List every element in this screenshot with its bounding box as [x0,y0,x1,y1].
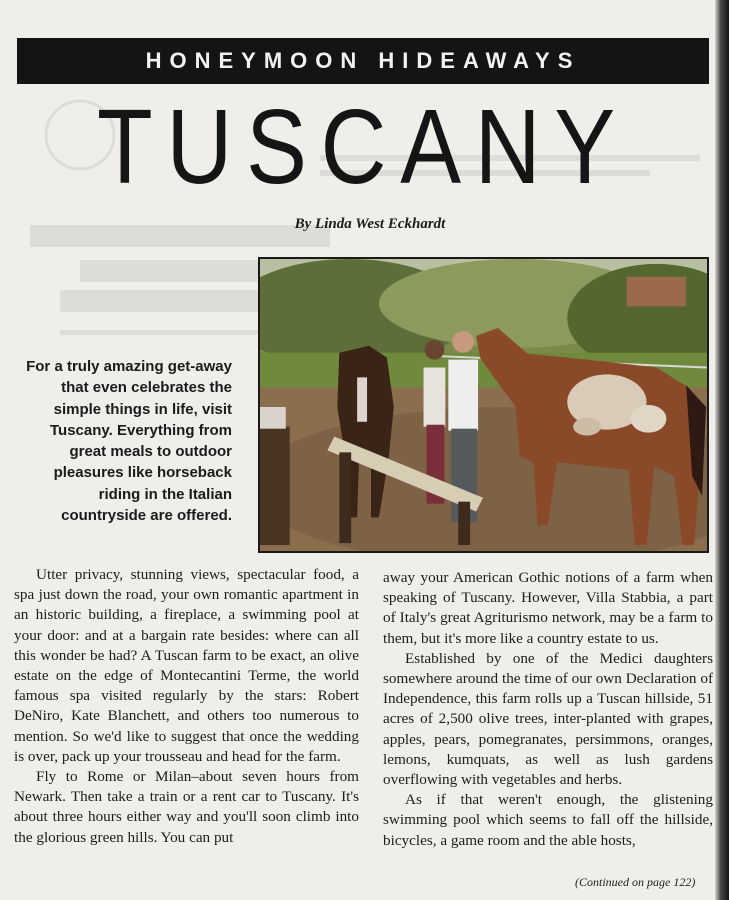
body-column-1 [14,565,359,848]
body-paragraph: Established by one of the Medici daughters somewhere around the time of our own Declaration of Independence, this farm rolls up a Tuscan hillside, 51 acres of 2,500 olive trees, inter-planted with grapes, apples, pears, pomegranates, persimmons, oranges, lemons, kumquats, as well as lush gardens overflowing with vegetables and herbs. [383,649,713,789]
body-paragraph: Fly to Rome or Milan–about seven hours from Newark. Then take a train or a rent car to Tuscany. It's about three hours either way and you'll soon climb into the glorious green hills. You can put [14,768,359,846]
body-paragraph: As if that weren't enough, the glistening swimming pool which seems to fall off the hillside, bicycles, a game room and the able hosts, [383,791,713,849]
article-title: TUSCANY [97,88,629,206]
body-paragraph: away your American Gothic notions of a farm when speaking of Tuscany. However, Villa Stabbia, a part of Italy's great Agriturismo network, may be a farm to them, but it's more like a country estate to us. [383,569,713,647]
byline: By Linda West Eckhardt [294,216,446,232]
intro-pullquote: For a truly amazing get-away that even celebrates the simple things in life, visit Tuscany. Everything from great meals to outdoor pleasures like horseback riding in the Italian countryside are offered. [26,358,232,525]
body-column-2 [383,568,713,851]
page-gutter-shadow [715,0,729,900]
section-label: HONEYMOON HIDEAWAYS [145,48,581,73]
horses-photo [258,257,709,553]
continued-note: (Continued on page 122) [575,875,696,889]
section-banner [17,38,709,84]
body-paragraph: Utter privacy, stunning views, spectacular food, a spa just down the road, your own romantic apartment in an historic building, a fireplace, a swimming pool at your door: and at a bargain rate besides: where can all this wonder be had? A Tuscan farm to be exact, an olive estate on the edge of Montecantini Terme, the world famous spa visited regularly by the stars: Robert DeNiro, Kate Blanchett, and others too numerous to mention. So we'd like to suggest that once the wedding is over, pack up your trousseau and head for the farm. [14,566,359,765]
